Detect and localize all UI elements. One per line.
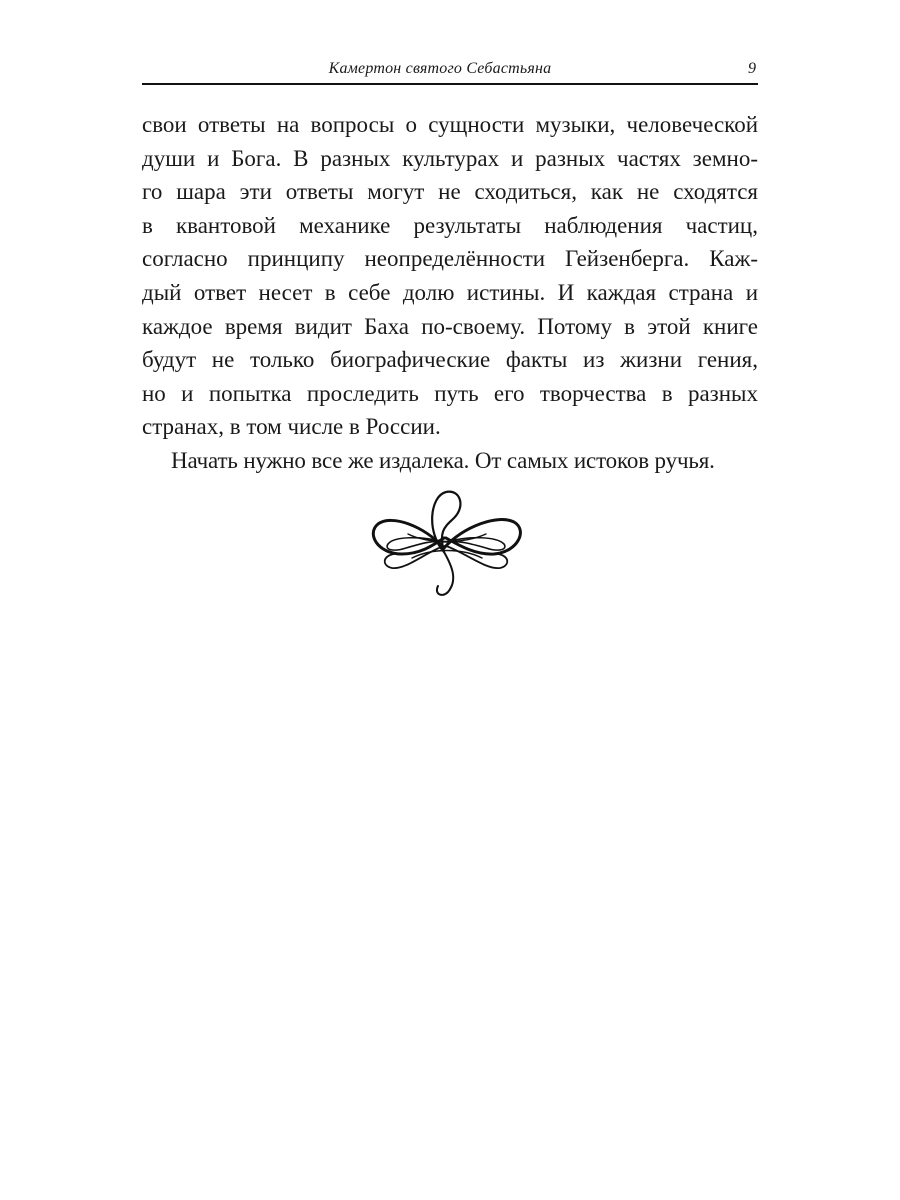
text-line: в квантовой механике результаты наблюдения частиц, [142,212,758,238]
body-text [142,108,758,478]
text-line: го шара эти ответы могут не сходиться, как не сходятся [142,179,758,205]
text-line: свои ответы на вопросы о сущности музыки, человеческой [142,112,758,137]
text-line: каждое время видит Баха по-своему. Потому в этой книге [142,313,758,339]
text-line: будут не только биографические факты из жизни гения, [142,347,758,373]
running-head [142,56,758,84]
header-rule [142,83,758,85]
running-title: Камертон святого Себастьяна [328,60,552,77]
flourish-vignette-icon [368,488,530,600]
text-line: согласно принципу неопределённости Гейзенберга. Каж- [142,246,758,272]
page-number: 9 [748,60,756,77]
text-line: дый ответ несет в себе долю истины. И каждая страна и [142,279,758,305]
text-line: странах, в том числе в России. [142,414,441,440]
text-line: души и Бога. В разных культурах и разных частях земно- [142,145,758,171]
text-line-indented: Начать нужно все же издалека. От самых истоков ручья. [171,447,715,473]
text-line: но и попытка проследить путь его творчества в разных [142,380,758,406]
